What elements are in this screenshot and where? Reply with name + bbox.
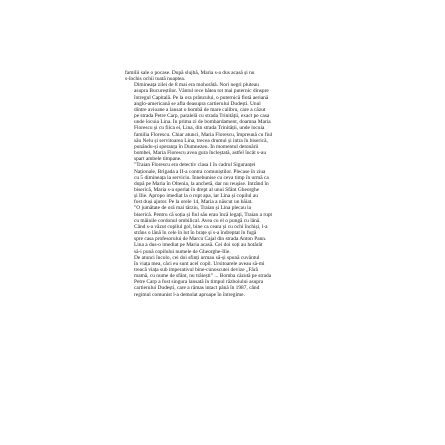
text-line: anglo-americană se afla deasupra cartierului Dudești. Unul: [134, 100, 261, 107]
text-line: bombei, Maria Florescu avea gura încleștată, astfel încât s-au: [134, 150, 267, 157]
text-line: mamă, cu nume de sfânt, nu trăiești” ... Bomba căzută pe strada: [134, 273, 272, 280]
text-line: fost duși ajutor. Pe la orele 14, Maria a născut un băiat.: [134, 199, 253, 206]
text-line: său Nelu și servitoarea Lina, trecea drumul și intra în biserică,: [134, 137, 268, 144]
text-line: după pe Maria în Oltenia, la anchetă, dar nu reușise. Intrând în: [134, 180, 269, 187]
text-line: spart ambele timpane.: [134, 156, 182, 163]
text-line: biserică. Pentru că soția și fiul său erau încă legați, Traian a rupt: [134, 211, 273, 218]
text-line: întregul Capitală. Pe la ora prânzului, o puternică flotă aeriană: [134, 94, 269, 101]
paragraph: [125, 255, 332, 298]
paragraph: [125, 82, 332, 162]
text-line: Petre Carp a fost singura lansată în timpul războiului asupra: [134, 279, 264, 286]
text-line: să-i pună copilului numele de Gheorghe-Ilie.: [134, 248, 231, 255]
text-line: De atunci încolo, cei doi sfinți urmau să-și spună cuvântul: [134, 254, 260, 261]
text-line: cu 5 dimineața la serviciu. Înnebunise cu ceva timp în urmă ca: [134, 174, 269, 181]
paragraph: [125, 162, 332, 205]
text-line: cartierului Dudești, care a rămas intact până în 1987, când: [134, 285, 260, 292]
text-line: biserică, Maria s-a speriat în drept al unui Sfânt Gheorghe: [134, 186, 260, 193]
text-line: asupra Bucureștilor. Vântul rece bătea tot mai puternic dinspre: [134, 88, 269, 95]
text-line: familia Florescu. Chiar atunci, Maria Florescu, împreună cu fiul: [134, 131, 273, 138]
text-line: Florescu și cu fiica ei, Lina, din strada Trinității, unde locuia: [134, 125, 265, 132]
text-line: unde locuia Lina. În prima zi de bombardament, doamna Maria: [134, 119, 271, 126]
text-line: treacă viața sub imperativul bine-cunoscutei devize „Fără: [134, 267, 258, 273]
text-line: Dimineața zilei de 8 mai era mohorâtă. Nori negri pluteau: [134, 82, 259, 89]
text-line: spre casa profesorului de Marcu Cajal din strada Anton Pann.: [134, 236, 267, 243]
text-line: și Ilie. Apropo imediat la o rupt apa, iar Lina și copilul au: [134, 193, 258, 200]
text-line: familii sale o pocase. După slujbă, Maria s-a dus acasă și nu: [125, 70, 255, 76]
text-line: în viața mea, căci eu sunt acel copil. Ursitoarele aveau să-mi: [134, 260, 265, 267]
text-line: strâns o lână în cele în lut în brațe și s-a îndreptat în fugă: [134, 230, 257, 237]
text-line: Când s-a văzut copilul gol, bine ca ceara și cu ochi închiși, l-a: [134, 223, 268, 230]
paragraph: [125, 70, 332, 82]
text-line: regimul comunist l-a demolat aproape în întregime.: [134, 291, 245, 298]
text-line: "Traian Florescu era detectiv clasa I în cadrul Siguranței: [134, 162, 256, 169]
body-text: [125, 70, 332, 298]
text-line: punându-și speranța în Dumnezeu. În momentul detonării: [134, 143, 259, 150]
text-line: Naționale, Brigada a II-a contra comuniștilor. Plecase în ziua: [134, 168, 266, 175]
text-line: dintre avioane a lansat o bombă de mare calibru, care a căzut: [134, 106, 266, 113]
text-line: s-închis ochii toată noaptea.: [125, 76, 186, 83]
text-line: pe strada Petre Carp, paralelă cu strada Trinității, exact pe casa: [134, 113, 270, 120]
paragraph: [125, 205, 332, 254]
text-line: "O jumătate de oră mai târziu, Traian și Lina plecau la: [134, 205, 252, 212]
text-line: cu mâinile cordonul ombilical. Avea cu el o pungă cu lână.: [134, 217, 261, 224]
text-line: Lina a dus-o imediat pe Maria acasă. Cei doi soți au hotărât: [134, 242, 263, 249]
